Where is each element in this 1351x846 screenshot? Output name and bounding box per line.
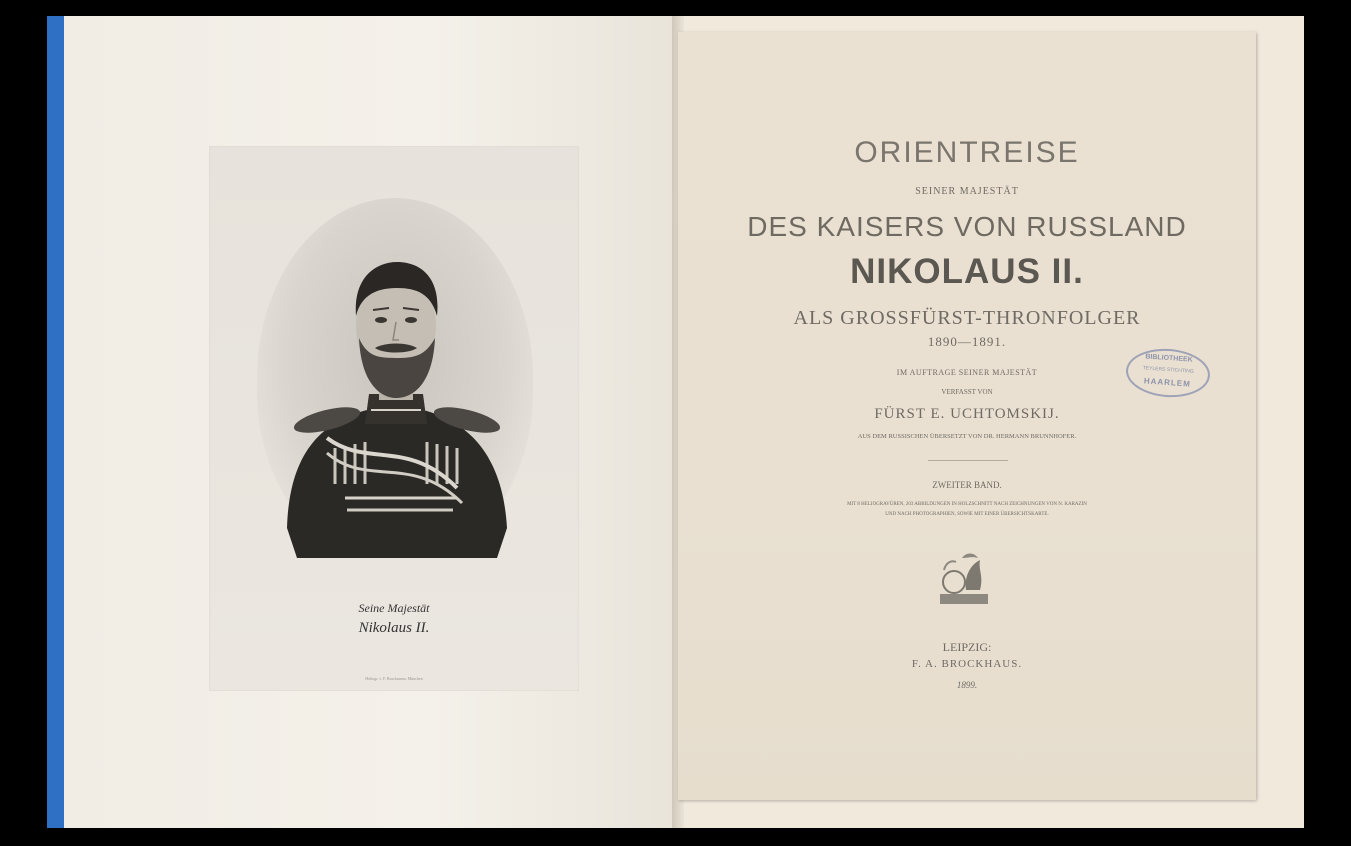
translator-line: AUS DEM RUSSISCHEN ÜBERSETZT VON DR. HERMANN BRUNNHOFER. [857,433,1077,440]
stamp-line1: BIBLIOTHEEK [1145,353,1193,364]
plate-caption-line2: Nikolaus II. [358,620,430,636]
author-line: FÜRST E. UCHTOMSKIJ. [874,406,1060,422]
title-rule-divider [928,460,1008,461]
publisher-emblem-icon [936,550,992,608]
title-years: 1890—1891. [927,334,1007,349]
description-line1: MIT 8 HELIOGRAVÜREN, 203 ABBILDUNGEN IN HOLZSCHNITT NACH ZEICHNUNGEN VON N. KARAZIN [847,502,1087,507]
volume-line: ZWEITER BAND. [932,480,1002,490]
title-name: NIKOLAUS II. [850,252,1084,291]
title-subtitle: SEINER MAJESTÄT [915,186,1019,197]
commission-line: IM AUFTRAGE SEINER MAJESTÄT [896,368,1038,377]
description-line2: UND NACH PHOTOGRAPHIEN, SOWIE MIT EINER ÜBERSICHTSKARTE. [885,512,1049,517]
written-by-line: VERFASST VON [941,388,993,396]
title-heading: ORIENTREISE [854,136,1080,169]
left-page [64,16,676,828]
city-line: LEIPZIG: [942,640,992,654]
portrait-image [257,198,533,558]
engraver-credit: Heliogr. v. F. Bruckmann, München [365,676,423,681]
portrait-plate [209,146,579,691]
title-role: ALS GROSSFÜRST-THRONFOLGER [793,307,1141,329]
publisher-line: F. A. BROCKHAUS. [911,658,1023,670]
title-kaiser-line: DES KAISERS VON RUSSLAND [747,211,1187,242]
year-line: 1899. [956,680,978,690]
stamp-line3: HAARLEM [1143,376,1192,389]
plate-caption-line1: Seine Majestät [358,601,430,615]
stamp-line2: TEYLERS STICHTING [1142,365,1194,375]
